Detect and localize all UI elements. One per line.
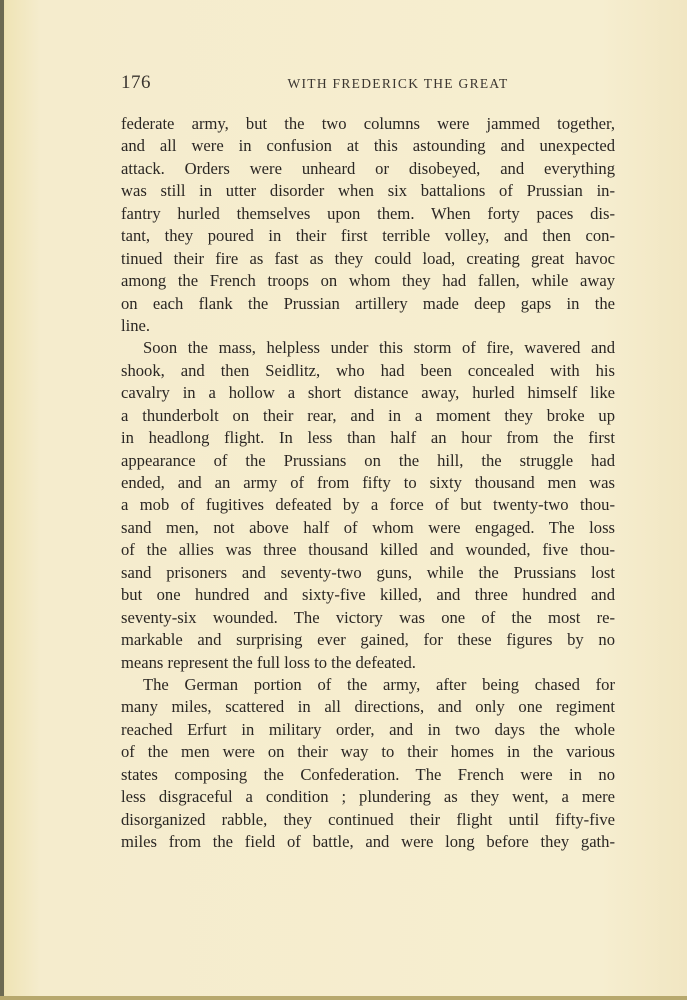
- text-line: tant, they poured in their first terrible volley, and then con-: [121, 226, 615, 246]
- paragraph-3: [121, 674, 615, 854]
- text-line: attack. Orders were unheard or disobeyed, and everything: [121, 158, 615, 178]
- text-line: Soon the mass, helpless under this storm of fire, wavered and: [143, 338, 615, 358]
- text-line: tinued their fire as fast as they could load, creating great havoc: [121, 248, 615, 268]
- page-gutter-shadow: [0, 0, 4, 1000]
- text-line: of the men were on their way to their homes in the various: [121, 742, 615, 762]
- text-line: among the French troops on whom they had fallen, while away: [121, 271, 615, 291]
- text-line: and all were in confusion at this astounding and unexpected: [121, 136, 615, 156]
- text-line: a thunderbolt on their rear, and in a moment they broke up: [121, 405, 615, 425]
- text-line: miles from the field of battle, and were long before they gath-: [121, 832, 615, 851]
- text-line: sand men, not above half of whom were engaged. The loss: [121, 517, 615, 537]
- text-line: cavalry in a hollow a short distance away, hurled himself like: [121, 383, 615, 403]
- page-bottom-edge: [0, 996, 687, 1000]
- text-line: disorganized rabble, they continued their flight until fifty-five: [121, 809, 615, 829]
- running-title: WITH FREDERICK THE GREAT: [287, 76, 509, 91]
- text-line: was still in utter disorder when six battalions of Prussian in-: [121, 181, 615, 201]
- page-number: 176: [121, 72, 151, 93]
- text-line: many miles, scattered in all directions, and only one regiment: [121, 697, 615, 717]
- text-line: line.: [121, 315, 151, 335]
- text-line: fantry hurled themselves upon them. When forty paces dis-: [121, 203, 615, 223]
- page-header: [121, 72, 615, 100]
- paragraph-2: [121, 337, 615, 674]
- text-line: on each flank the Prussian artillery made deep gaps in the: [121, 293, 615, 313]
- text-line: states composing the Confederation. The French were in no: [121, 764, 615, 784]
- text-line: reached Erfurt in military order, and in two days the whole: [121, 719, 615, 739]
- text-line: a mob of fugitives defeated by a force of but twenty-two thou-: [121, 495, 615, 515]
- text-line: but one hundred and sixty-five killed, and three hundred and: [121, 585, 615, 605]
- text-line: in headlong flight. In less than half an hour from the first: [121, 428, 615, 448]
- text-line: appearance of the Prussians on the hill, the struggle had: [121, 450, 615, 470]
- text-line: ended, and an army of from fifty to sixty thousand men was: [121, 473, 615, 492]
- text-line: sand prisoners and seventy-two guns, while the Prussians lost: [121, 562, 615, 582]
- text-line: of the allies was three thousand killed and wounded, five thou-: [121, 540, 615, 560]
- paragraph-1: [121, 113, 615, 337]
- text-line: The German portion of the army, after being chased for: [143, 674, 615, 694]
- text-line: means represent the full loss to the defeated.: [121, 652, 416, 672]
- text-line: less disgraceful a condition ; plundering as they went, a mere: [121, 787, 615, 807]
- text-line: markable and surprising ever gained, for these figures by no: [121, 630, 615, 650]
- text-line: seventy-six wounded. The victory was one of the most re-: [121, 607, 615, 627]
- text-line: federate army, but the two columns were jammed together,: [121, 114, 615, 133]
- text-line: shook, and then Seidlitz, who had been concealed with his: [121, 360, 615, 380]
- body-text: [121, 113, 615, 853]
